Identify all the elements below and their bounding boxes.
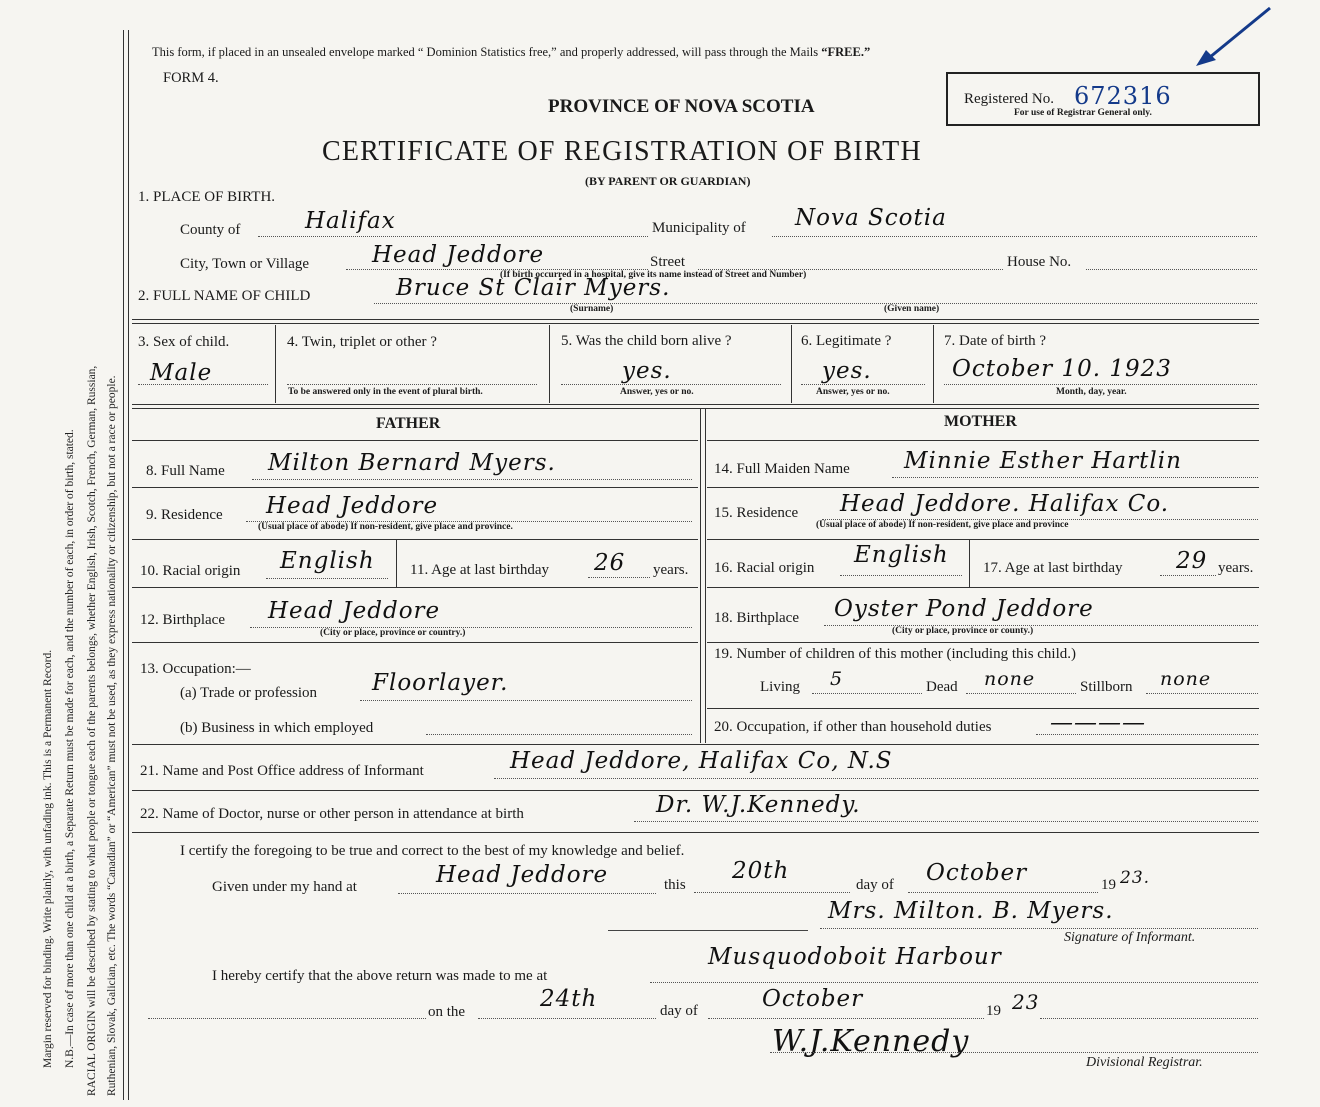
father-age-unit: years.: [653, 562, 689, 578]
father-name-line: [252, 479, 692, 480]
row-rule: [707, 539, 1259, 540]
certify-year: 23.: [1120, 868, 1151, 888]
municipality-line: [772, 236, 1257, 237]
row-rule: [707, 487, 1259, 488]
surname-note: (Surname): [570, 304, 614, 314]
row-rule: [132, 587, 698, 588]
registered-number: 672316: [1074, 82, 1172, 110]
day-of-label: day of: [856, 877, 894, 893]
certify-statement: I certify the foregoing to be true and correct to the best of my knowledge and belief.: [180, 843, 685, 859]
mother-age-label: 17. Age at last birthday: [983, 560, 1123, 576]
mail-note-free: “FREE.”: [821, 45, 871, 59]
certificate-title: CERTIFICATE OF REGISTRATION OF BIRTH: [322, 136, 922, 167]
margin-note-binding: Margin reserved for binding. Write plainly, with unfading ink. This is a Permanent Record.: [42, 649, 54, 1068]
born-alive-note: Answer, yes or no.: [620, 387, 694, 397]
city-value: Head Jeddore: [372, 242, 545, 268]
arrow-mark-icon: [1186, 4, 1276, 70]
child-name-line: [374, 303, 1257, 304]
dead-label: Dead: [926, 679, 958, 695]
informant-label: 21. Name and Post Office address of Informant: [140, 763, 424, 779]
province-title: PROVINCE OF NOVA SCOTIA: [548, 96, 815, 117]
dead-line: [966, 693, 1076, 694]
legitimate-line: [801, 384, 925, 385]
reg-year-line: [1040, 1018, 1258, 1019]
mother-race-line: [840, 575, 962, 576]
registration-year: 23: [1012, 990, 1040, 1014]
living-label: Living: [760, 679, 800, 695]
father-race-line: [266, 578, 388, 579]
stillborn-value: none: [1160, 668, 1212, 690]
registration-day: 24th: [540, 986, 598, 1012]
house-number-label: House No.: [1007, 254, 1072, 270]
certificate-subtitle: (BY PARENT OR GUARDIAN): [585, 174, 751, 188]
father-age-line: [588, 577, 650, 578]
city-label: City, Town or Village: [180, 256, 310, 272]
cell-divider: [791, 325, 792, 403]
father-age-label: 11. Age at last birthday: [410, 562, 549, 578]
county-line: [258, 236, 648, 237]
margin-note-racial-origin: RACIAL ORIGIN will be described by stating to what people or tongue each of the parents belongs, whether English, Irish, Scotch, French, German, Russian,: [86, 365, 98, 1096]
registration-box: [946, 72, 1260, 126]
cell-divider: [549, 325, 550, 403]
mail-note: [152, 45, 870, 60]
father-race-label: 10. Racial origin: [140, 563, 241, 579]
row-rule: [132, 539, 698, 540]
child-name-label: 2. FULL NAME OF CHILD: [138, 288, 311, 304]
father-heading-rule: [132, 440, 698, 441]
registrar-statement: I hereby certify that the above return was made to me at: [212, 968, 548, 984]
municipality-label: Municipality of: [652, 220, 746, 236]
section-rule-2b: [132, 408, 1259, 409]
dob-label: 7. Date of birth ?: [944, 333, 1047, 349]
father-occupation-label: 13. Occupation:—: [140, 661, 251, 677]
stillborn-line: [1146, 693, 1258, 694]
reg-year-prefix: 19: [986, 1003, 1001, 1019]
certify-month: October: [926, 860, 1028, 886]
mail-note-text: This form, if placed in an unsealed envelope marked “ Dominion Statistics free,” and properly addressed, will pass through the Mails: [152, 45, 819, 59]
form-number: FORM 4.: [163, 70, 219, 86]
year-prefix: 19: [1101, 877, 1116, 893]
informant-line: [494, 778, 1258, 779]
stillborn-label: Stillborn: [1080, 679, 1133, 695]
father-birthplace-note: (City or place, province or country.): [320, 628, 466, 638]
father-heading: FATHER: [376, 415, 441, 432]
trade-line: [360, 700, 692, 701]
born-alive-value: yes.: [622, 358, 672, 384]
registered-label: Registered No.: [964, 91, 1054, 107]
row-rule: [132, 790, 1259, 791]
on-the-label: on the: [428, 1004, 466, 1020]
hospital-note: (If birth occurred in a hospital, give its name instead of Street and Number): [500, 270, 807, 280]
father-birthplace-value: Head Jeddore: [268, 598, 441, 624]
mother-race-label: 16. Racial origin: [714, 560, 815, 576]
row-rule: [707, 587, 1259, 588]
born-alive-label: 5. Was the child born alive ?: [561, 333, 732, 349]
registrar-place: Musquodoboit Harbour: [708, 944, 1002, 970]
informant-value: Head Jeddore, Halifax Co, N.S: [510, 748, 893, 774]
child-name-value: Bruce St Clair Myers.: [396, 275, 671, 301]
mother-occupation-label: 20. Occupation, if other than household duties: [714, 719, 992, 735]
registrar-use-note: For use of Registrar General only.: [1014, 108, 1152, 118]
cell-divider: [969, 539, 970, 587]
signature-rule-left: [608, 930, 808, 931]
section-rule-1b: [132, 323, 1259, 324]
mother-birthplace-label: 18. Birthplace: [714, 610, 799, 626]
mother-residence-value: Head Jeddore. Halifax Co.: [840, 491, 1170, 517]
mother-birthplace-value: Oyster Pond Jeddore: [834, 596, 1094, 622]
legitimate-label: 6. Legitimate ?: [801, 333, 892, 349]
mother-age-line: [1160, 575, 1216, 576]
section-rule-1: [132, 319, 1259, 320]
dob-value: October 10. 1923: [952, 356, 1172, 382]
margin-rule: [123, 30, 124, 1100]
sex-value: Male: [150, 360, 213, 386]
mother-name-value: Minnie Esther Hartlin: [904, 448, 1182, 474]
reg-day-of-label: day of: [660, 1003, 698, 1019]
certify-day: 20th: [732, 858, 790, 884]
mother-birthplace-line: [824, 625, 1258, 626]
father-name-value: Milton Bernard Myers.: [268, 450, 556, 476]
twin-label: 4. Twin, triplet or other ?: [287, 334, 437, 350]
section-rule-3: [132, 744, 1259, 745]
place-of-birth-label: 1. PLACE OF BIRTH.: [138, 189, 276, 205]
business-line: [426, 734, 692, 735]
legitimate-value: yes.: [822, 358, 872, 384]
row-rule: [132, 832, 1259, 833]
father-residence-note: (Usual place of abode) If non-resident, give place and province.: [258, 522, 513, 532]
informant-signature-label: Signature of Informant.: [1064, 930, 1196, 945]
living-value: 5: [830, 668, 844, 690]
mother-occupation-value: ————: [1050, 710, 1146, 736]
row-rule: [707, 708, 1259, 709]
trade-label: (a) Trade or profession: [180, 685, 318, 701]
row-rule: [132, 642, 698, 643]
business-label: (b) Business in which employed: [180, 720, 374, 736]
mother-race-value: English: [854, 542, 949, 568]
parents-divider: [700, 408, 701, 743]
mother-heading-rule: [707, 440, 1259, 441]
children-count-label: 19. Number of children of this mother (including this child.): [714, 646, 1077, 662]
father-race-value: English: [280, 548, 375, 574]
father-birthplace-label: 12. Birthplace: [140, 612, 225, 628]
registrar-signature: W.J.Kennedy: [772, 1024, 970, 1059]
margin-rule-inner: [128, 30, 129, 1100]
row-rule: [132, 487, 698, 488]
street-label: Street: [650, 254, 685, 270]
doctor-line: [634, 821, 1258, 822]
margin-note-racial-origin-cont: Ruthenian, Slovak, Galician, etc. The words “Canadian” or “American” must not be used, as they express nationality or citizenship, but not a race or people.: [106, 375, 118, 1096]
cell-divider: [933, 325, 934, 403]
given-at-label: Given under my hand at: [212, 879, 357, 895]
father-residence-value: Head Jeddore: [266, 493, 439, 519]
father-name-label: 8. Full Name: [146, 463, 225, 479]
legitimate-note: Answer, yes or no.: [816, 387, 890, 397]
mother-residence-note: (Usual place of abode) If non-resident, give place and province: [816, 520, 1069, 530]
mother-name-label: 14. Full Maiden Name: [714, 461, 850, 477]
month-line: [908, 892, 1098, 893]
row-rule: [707, 642, 1259, 643]
registrar-label: Divisional Registrar.: [1086, 1055, 1203, 1070]
twin-note: To be answered only in the event of plural birth.: [288, 387, 483, 397]
reg-month-line: [708, 1018, 984, 1019]
informant-signature-line: [820, 928, 1258, 929]
day-line: [694, 892, 850, 893]
on-the-leading-line: [148, 1018, 426, 1019]
mother-name-line: [892, 477, 1258, 478]
reg-day-line: [478, 1018, 656, 1019]
doctor-value: Dr. W.J.Kennedy.: [656, 792, 861, 818]
parents-divider-b: [705, 408, 706, 743]
sex-label: 3. Sex of child.: [138, 334, 230, 350]
municipality-value: Nova Scotia: [795, 205, 947, 231]
trade-value: Floorlayer.: [372, 670, 509, 696]
mother-age-value: 29: [1176, 548, 1208, 574]
dob-line: [944, 384, 1257, 385]
house-number-line: [1086, 269, 1257, 270]
given-at-place: Head Jeddore: [436, 862, 609, 888]
twin-line: [287, 384, 537, 385]
given-at-line: [398, 893, 656, 894]
county-label: County of: [180, 222, 241, 238]
section-rule-2: [132, 404, 1259, 405]
born-alive-line: [561, 384, 781, 385]
registrar-place-line: [650, 982, 1258, 983]
mother-age-unit: years.: [1218, 560, 1254, 576]
living-line: [812, 693, 922, 694]
dead-value: none: [984, 668, 1036, 690]
father-residence-label: 9. Residence: [146, 507, 223, 523]
registration-month: October: [762, 986, 864, 1012]
given-name-note: (Given name): [884, 304, 940, 314]
cell-divider: [396, 539, 397, 587]
cell-divider: [275, 325, 276, 403]
this-label: this: [664, 877, 686, 893]
mother-residence-label: 15. Residence: [714, 505, 799, 521]
county-value: Halifax: [305, 208, 396, 234]
margin-note-plural-birth: N.B.—In case of more than one child at a birth, a Separate Return must be made for each, and the number of each, in order of birth, stated.: [64, 429, 76, 1068]
registrar-signature-line: [770, 1052, 1258, 1053]
father-age-value: 26: [594, 550, 626, 576]
doctor-label: 22. Name of Doctor, nurse or other person in attendance at birth: [140, 806, 524, 822]
informant-signature: Mrs. Milton. B. Myers.: [828, 898, 1114, 924]
mother-birthplace-note: (City or place, province or county.): [892, 626, 1034, 636]
father-birthplace-line: [250, 627, 692, 628]
mother-heading: MOTHER: [944, 413, 1017, 430]
dob-note: Month, day, year.: [1056, 387, 1127, 397]
binding-margin: [0, 0, 128, 1107]
